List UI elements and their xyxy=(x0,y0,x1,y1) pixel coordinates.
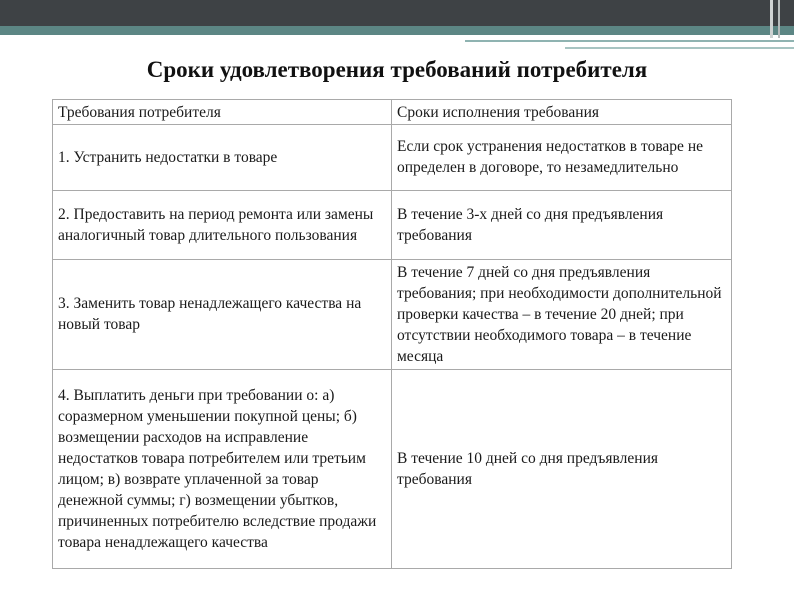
table-row xyxy=(53,191,732,260)
slide-title: Сроки удовлетворения требований потребителя xyxy=(146,57,648,82)
requirements-table xyxy=(52,99,732,569)
header-requirements: Требования потребителя xyxy=(53,100,392,125)
table-row xyxy=(53,260,732,370)
decorative-line xyxy=(465,40,794,42)
requirement-cell: 1. Устранить недостатки в товаре xyxy=(53,125,392,191)
requirement-cell: 3. Заменить товар ненадлежащего качества на новый товар xyxy=(53,260,392,370)
term-cell: В течение 10 дней со дня предъявления требования xyxy=(392,370,732,569)
term-cell: Если срок устранения недостатков в товаре не определен в договоре, то незамедлительно xyxy=(392,125,732,191)
header-terms: Сроки исполнения требования xyxy=(392,100,732,125)
term-cell: В течение 7 дней со дня предъявления требования; при необходимости дополнительной проверки качества – в течение 20 дней; при отсутствии необходимого товара – в течение месяца xyxy=(392,260,732,370)
table-row xyxy=(53,125,732,191)
table-row xyxy=(53,370,732,569)
slide-top-bar xyxy=(0,0,794,26)
table-header-row xyxy=(53,100,732,125)
decorative-bar xyxy=(778,0,780,38)
term-cell: В течение 3-х дней со дня предъявления требования xyxy=(392,191,732,260)
requirement-cell: 4. Выплатить деньги при требовании о: а) соразмерном уменьшении покупной цены; б) возмещении расходов на исправление недостатков товара потребителем или третьим лицом; в) возврате уплаченной за товар денежной суммы; г) возмещении убытков, причиненных потребителю вследствие продажи товара ненадлежащего качества xyxy=(53,370,392,569)
decorative-bar xyxy=(770,0,773,38)
slide-accent-stripe xyxy=(0,26,794,35)
requirement-cell: 2. Предоставить на период ремонта или замены аналогичный товар длительного пользования xyxy=(53,191,392,260)
decorative-line xyxy=(565,47,794,49)
